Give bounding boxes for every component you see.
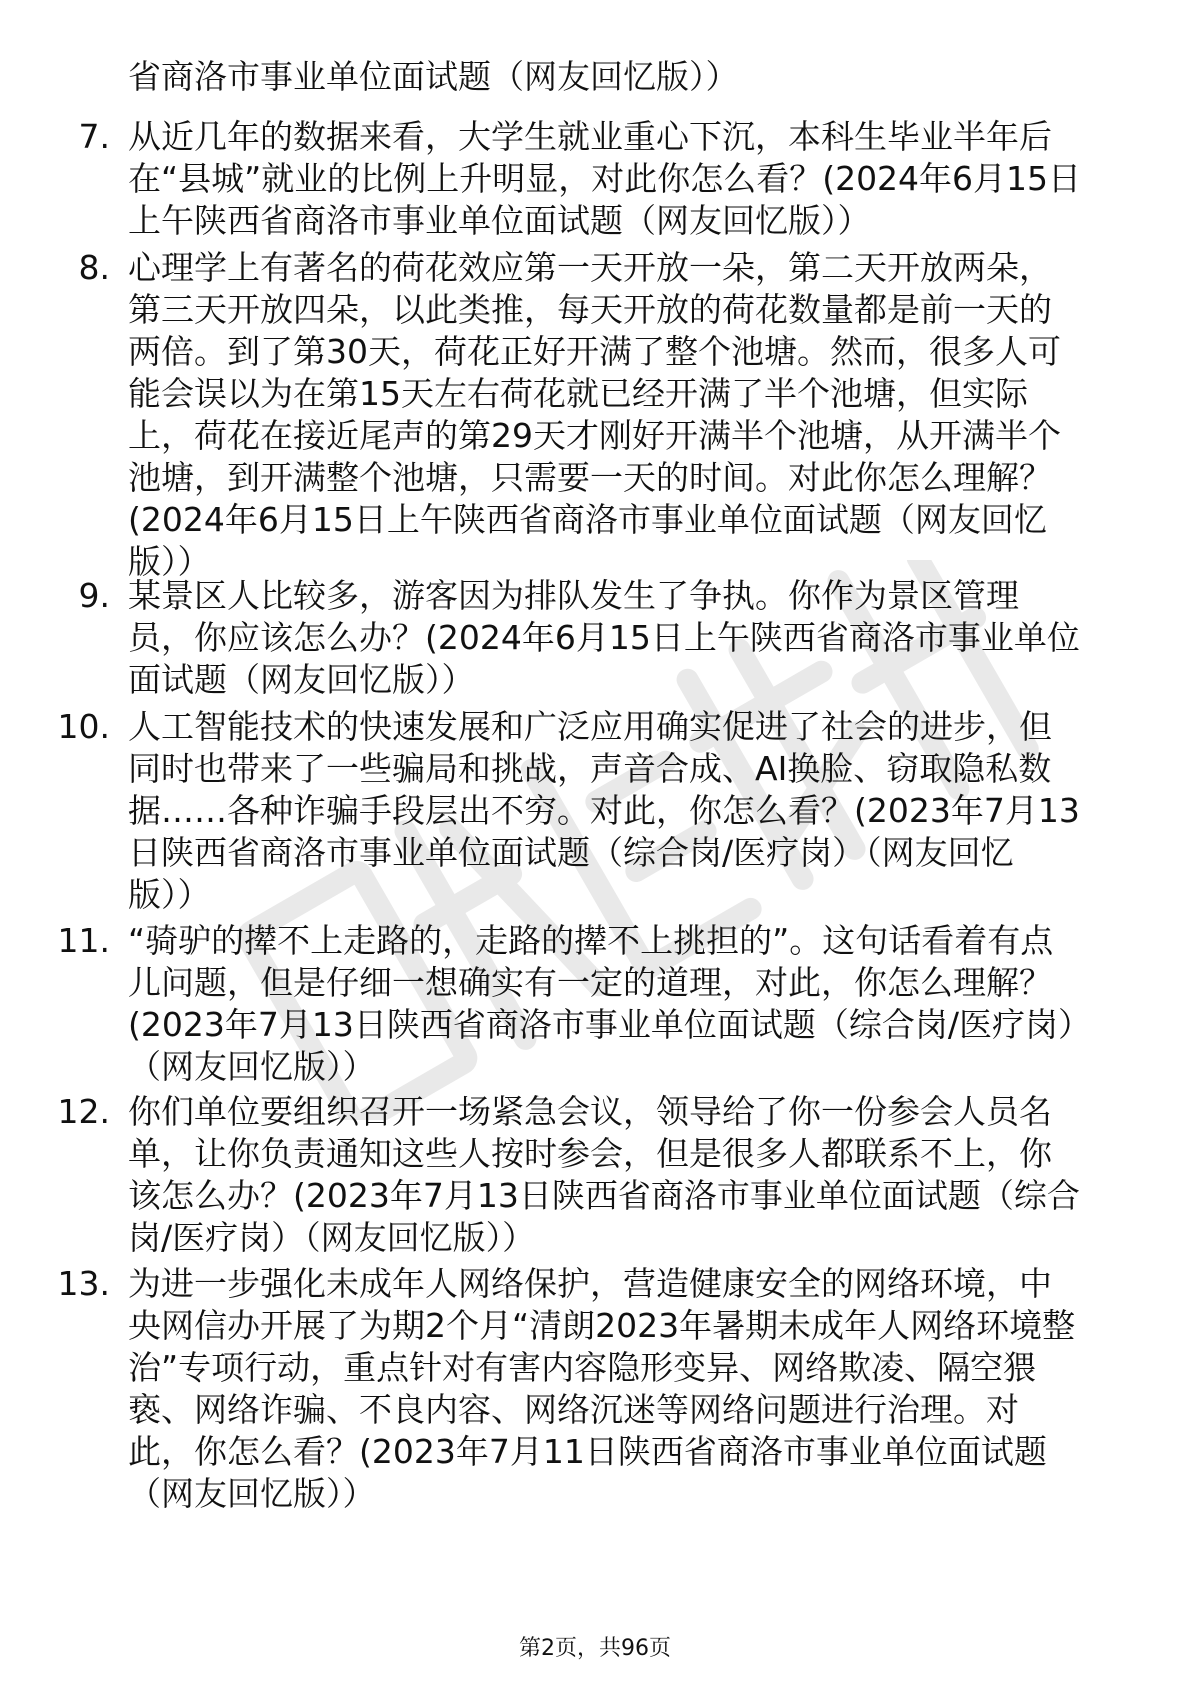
question-line: 此，你怎么看？(2023年7月11日陕西省商洛市事业单位面试题 <box>128 1432 1047 1471</box>
question-line: 心理学上有著名的荷花效应第一天开放一朵，第二天开放两朵， <box>128 248 1052 287</box>
question-number: 12. <box>57 1092 110 1131</box>
question-line: 版）） <box>128 542 211 581</box>
question-number: 7. <box>78 117 110 156</box>
question-line: 央网信办开展了为期2个月“清朗2023年暑期未成年人网络环境整 <box>128 1306 1076 1345</box>
question-text <box>128 116 1128 242</box>
question-line: 某景区人比较多，游客因为排队发生了争执。你作为景区管理 <box>128 576 1019 615</box>
question-line: 第三天开放四朵，以此类推，每天开放的荷花数量都是前一天的 <box>128 290 1052 329</box>
continued-question-line: 省商洛市事业单位面试题（网友回忆版）） <box>128 57 739 96</box>
question-line: 池塘，到开满整个池塘，只需要一天的时间。对此你怎么理解？ <box>128 458 1052 497</box>
question-line: 上，荷花在接近尾声的第29天才刚好开满半个池塘，从开满半个 <box>128 416 1061 455</box>
question-line: 版）） <box>128 875 211 914</box>
question-line: （网友回忆版）） <box>128 1474 376 1513</box>
question-line: 岗/医疗岗）（网友回忆版）） <box>128 1218 536 1257</box>
page-number-footer: 第2页，共96页 <box>519 1636 671 1661</box>
question-line: 两倍。到了第30天，荷花正好开满了整个池塘。然而，很多人可 <box>128 332 1061 371</box>
question-text <box>128 247 1128 583</box>
question-line: 为进一步强化未成年人网络保护，营造健康安全的网络环境，中 <box>128 1264 1052 1303</box>
question-text <box>128 706 1128 916</box>
question-text <box>128 1263 1128 1515</box>
question-number: 9. <box>78 576 110 615</box>
question-line: (2024年6月15日上午陕西省商洛市事业单位面试题（网友回忆 <box>128 500 1047 539</box>
question-line: 单，让你负责通知这些人按时参会，但是很多人都联系不上，你 <box>128 1134 1052 1173</box>
question-number: 11. <box>57 921 110 960</box>
question-line: 据……各种诈骗手段层出不穷。对此，你怎么看？(2023年7月13 <box>128 791 1080 830</box>
question-line: 治”专项行动，重点针对有害内容隐形变异、网络欺凌、隔空猥 <box>128 1348 1037 1387</box>
question-line: 上午陕西省商洛市事业单位面试题（网友回忆版）） <box>128 201 871 240</box>
question-line: 从近几年的数据来看，大学生就业重心下沉，本科生毕业半年后 <box>128 117 1052 156</box>
question-line: （网友回忆版）） <box>128 1047 376 1086</box>
question-number: 13. <box>57 1264 110 1303</box>
question-line: 在“县城”就业的比例上升明显，对此你怎么看？(2024年6月15日 <box>128 159 1082 198</box>
question-line: 你们单位要组织召开一场紧急会议，领导给了你一份参会人员名 <box>128 1092 1052 1131</box>
question-line: 人工智能技术的快速发展和广泛应用确实促进了社会的进步，但 <box>128 707 1052 746</box>
question-line: 日陕西省商洛市事业单位面试题（综合岗/医疗岗）（网友回忆 <box>128 833 1014 872</box>
question-text <box>128 920 1128 1088</box>
question-line: 同时也带来了一些骗局和挑战，声音合成、AI换脸、窃取隐私数 <box>128 749 1052 788</box>
question-text <box>128 1091 1128 1259</box>
question-line: 该怎么办？(2023年7月13日陕西省商洛市事业单位面试题（综合 <box>128 1176 1080 1215</box>
question-line: 儿问题，但是仔细一想确实有一定的道理，对此，你怎么理解？ <box>128 963 1052 1002</box>
question-number: 10. <box>57 707 110 746</box>
question-line: 面试题（网友回忆版）） <box>128 660 475 699</box>
question-line: 亵、网络诈骗、不良内容、网络沉迷等网络问题进行治理。对 <box>128 1390 1019 1429</box>
question-line: 员，你应该怎么办？(2024年6月15日上午陕西省商洛市事业单位 <box>128 618 1080 657</box>
question-number: 8. <box>78 248 110 287</box>
question-text <box>128 575 1128 701</box>
question-line: 能会误以为在第15天左右荷花就已经开满了半个池塘，但实际 <box>128 374 1028 413</box>
question-line: “骑驴的撵不上走路的，走路的撵不上挑担的”。这句话看着有点 <box>128 921 1054 960</box>
question-line: (2023年7月13日陕西省商洛市事业单位面试题（综合岗/医疗岗） <box>128 1005 1091 1044</box>
